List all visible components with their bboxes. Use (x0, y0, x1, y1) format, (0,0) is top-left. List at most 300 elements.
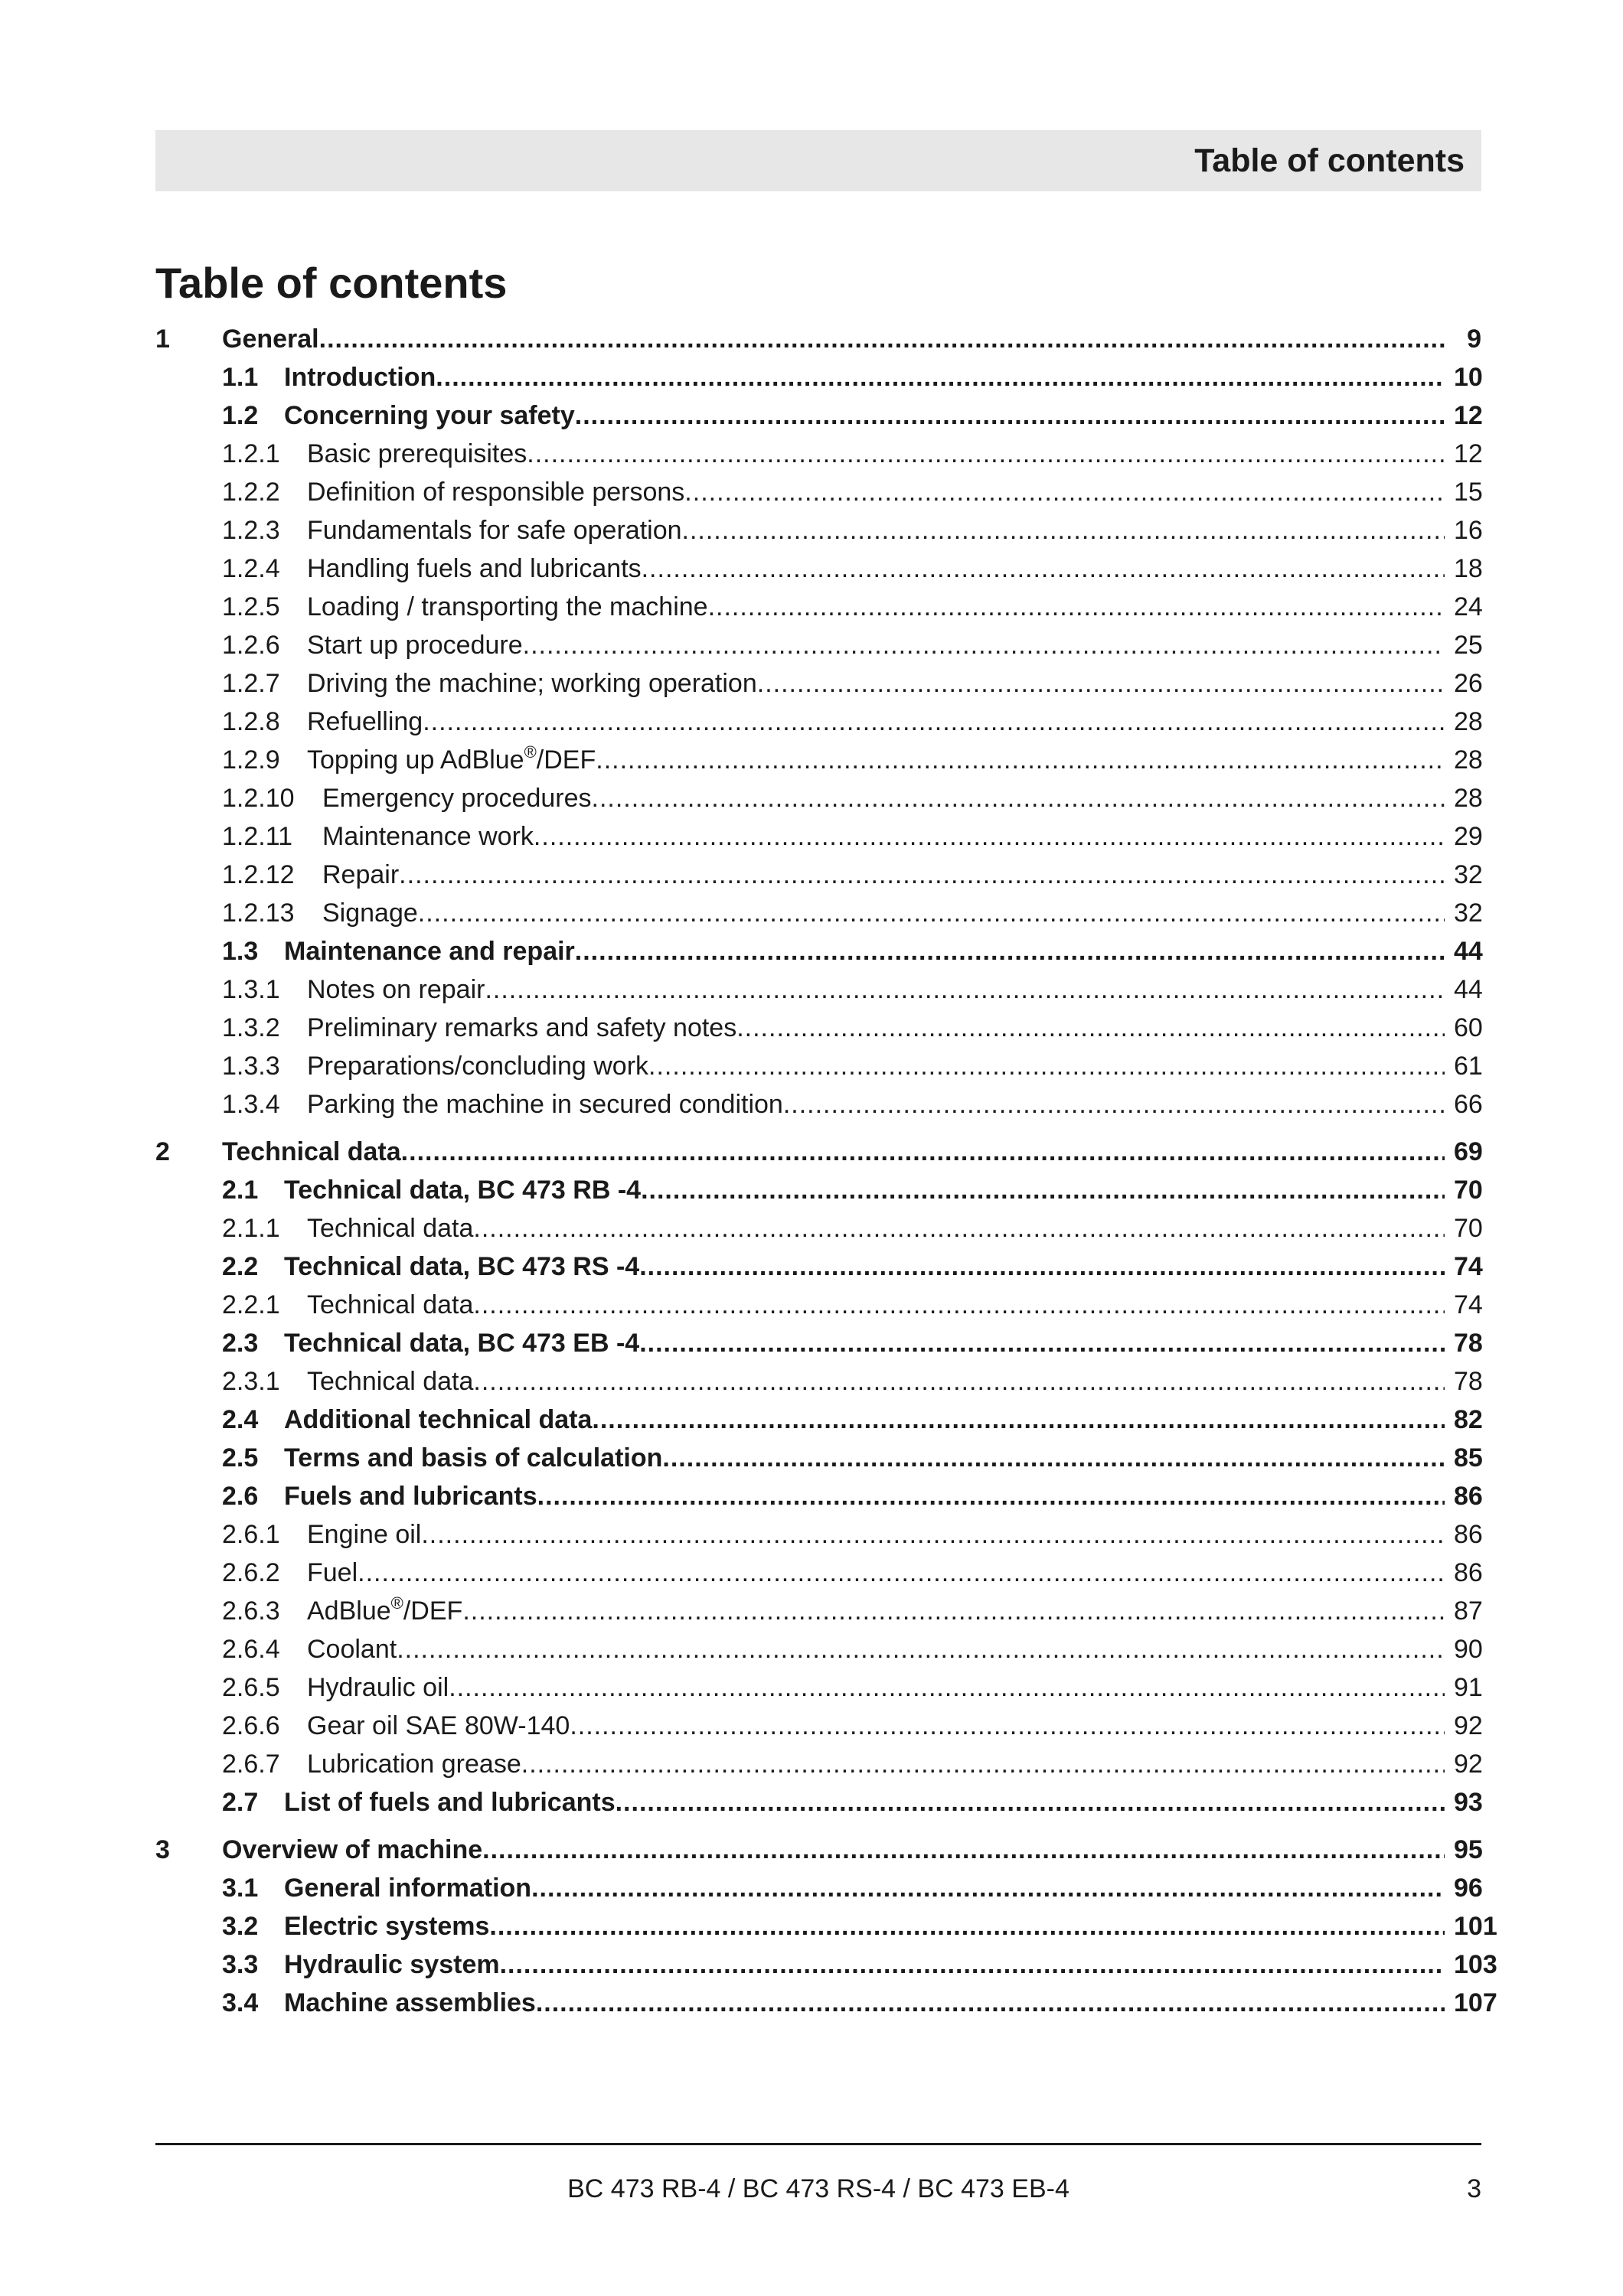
toc-entry[interactable] (155, 817, 1481, 856)
toc-entry-page: 78 (1454, 1329, 1483, 1358)
toc-entry[interactable] (155, 1745, 1481, 1783)
dot-leader (397, 1630, 1445, 1668)
dot-leader (592, 1401, 1445, 1439)
toc-entry[interactable] (155, 1171, 1481, 1209)
toc-entry-line (307, 1515, 1481, 1554)
toc-entry-title (307, 1668, 449, 1707)
toc-entry-title (307, 1209, 473, 1247)
toc-entry[interactable] (155, 358, 1481, 396)
toc-entry-line (307, 435, 1481, 473)
toc-entry-page: 107 (1454, 1988, 1497, 2017)
toc-entry[interactable] (155, 435, 1481, 473)
dot-leader (641, 1171, 1445, 1209)
dot-leader (399, 856, 1445, 894)
toc-entry-title (307, 1592, 462, 1630)
dot-leader (473, 1209, 1445, 1247)
toc-entry[interactable] (155, 1085, 1481, 1124)
toc-entry-title (222, 1133, 401, 1171)
toc-entry-number: 1.1 (222, 363, 259, 392)
dot-leader (462, 1592, 1445, 1630)
dot-leader (449, 1668, 1445, 1707)
toc-entry-line (307, 741, 1481, 779)
toc-entry-number: 1.2.8 (222, 707, 280, 736)
toc-entry-page: 69 (1454, 1137, 1483, 1166)
toc-entry-title-text: Fundamentals for safe operation (307, 516, 682, 545)
dot-leader (684, 473, 1445, 511)
toc-entry-title-text: Start up procedure (307, 631, 523, 660)
dot-leader (423, 703, 1445, 741)
toc-entry-line (307, 1707, 1481, 1745)
toc-entry-number: 2.2.1 (222, 1290, 280, 1319)
toc-entry[interactable] (155, 970, 1481, 1009)
toc-entry-title-text: Preparations/concluding work (307, 1052, 649, 1081)
toc-entry-line (284, 358, 1481, 396)
toc-entry-line (307, 1668, 1481, 1707)
toc-entry-number: 2.6.5 (222, 1673, 280, 1702)
dot-leader (682, 511, 1445, 550)
toc-entry-title (284, 396, 575, 435)
toc-entry[interactable] (155, 1477, 1481, 1515)
toc-entry[interactable] (155, 1515, 1481, 1554)
toc-entry-number: 1 (155, 325, 170, 354)
toc-entry[interactable] (155, 1783, 1481, 1821)
toc-entry-number: 2.6.4 (222, 1635, 280, 1664)
toc-entry-title-text: Terms and basis of calculation (284, 1443, 663, 1473)
toc-entry-page: 32 (1454, 860, 1483, 889)
toc-entry-title (307, 1707, 570, 1745)
toc-entry-number: 2.6.7 (222, 1750, 280, 1779)
toc-entry-title-text: Machine assemblies (284, 1988, 536, 2017)
toc-entry-number: 3 (155, 1835, 170, 1864)
toc-entry-line (284, 1984, 1497, 2022)
dot-leader (485, 970, 1445, 1009)
toc-entry-title-text: Handling fuels and lubricants (307, 554, 642, 583)
toc-entry-title-text: Hydraulic system (284, 1950, 500, 1979)
dot-leader (642, 550, 1445, 588)
toc-entry-title (307, 664, 757, 703)
toc-entry-line (307, 1209, 1481, 1247)
toc-entry-page: 91 (1454, 1673, 1483, 1702)
toc-entry[interactable] (155, 932, 1481, 970)
toc-entry-line (284, 1324, 1481, 1362)
toc-entry-title (284, 932, 575, 970)
toc-entry-title-text: Maintenance and repair (284, 937, 575, 966)
registered-mark: ® (390, 1593, 403, 1613)
toc-entry-page: 60 (1454, 1013, 1483, 1042)
dot-leader (473, 1362, 1445, 1401)
toc-entry[interactable] (155, 1362, 1481, 1401)
toc-entry-title (284, 1247, 639, 1286)
toc-entry-line (307, 703, 1481, 741)
toc-entry[interactable] (155, 1286, 1481, 1324)
toc-entry-title (322, 894, 418, 932)
toc-entry-page: 18 (1454, 554, 1483, 583)
toc-entry[interactable] (155, 1869, 1481, 1907)
toc-entry-title (307, 550, 642, 588)
toc-entry-title (307, 1085, 783, 1124)
toc-entry-line (322, 779, 1481, 817)
toc-entry-title-text: Introduction (284, 363, 436, 392)
registered-mark: ® (524, 742, 537, 762)
toc-entry-page: 74 (1454, 1252, 1483, 1281)
toc-entry-title-text: Fuels and lubricants (284, 1482, 537, 1511)
toc-entry-title-suffix: /DEF (403, 1596, 463, 1626)
toc-entry-number: 1.2.6 (222, 631, 280, 660)
dot-leader (436, 358, 1445, 396)
toc-entry-page: 44 (1454, 975, 1483, 1004)
toc-entry-title-text: Fuel (307, 1558, 358, 1587)
toc-entry-title-text: Technical data (222, 1137, 401, 1166)
toc-entry-title-text: Lubrication grease (307, 1750, 521, 1779)
dot-leader (482, 1831, 1445, 1869)
toc-entry-title (307, 1515, 421, 1554)
toc-entry-line (284, 1247, 1481, 1286)
toc-entry-title-text: Topping up AdBlue (307, 745, 524, 775)
toc-entry[interactable] (155, 1401, 1481, 1439)
toc-entry-title-text: Technical data, BC 473 RB -4 (284, 1176, 642, 1205)
toc-entry[interactable] (155, 741, 1481, 779)
running-header (155, 130, 1481, 191)
toc-entry[interactable] (155, 511, 1481, 550)
footer-model-line: BC 473 RB-4 / BC 473 RS-4 / BC 473 EB-4 (567, 2174, 1069, 2203)
toc-entry[interactable] (155, 1630, 1481, 1668)
dot-leader (500, 1945, 1445, 1984)
toc-entry[interactable] (155, 588, 1481, 626)
toc-entry[interactable] (155, 1439, 1481, 1477)
toc-entry[interactable] (155, 320, 1481, 358)
toc-entry-page: 24 (1454, 592, 1483, 621)
toc-entry-line (284, 1401, 1481, 1439)
toc-entry[interactable] (155, 1009, 1481, 1047)
dot-leader (708, 588, 1445, 626)
toc-entry-page: 101 (1454, 1912, 1497, 1941)
toc-entry-number: 1.2.11 (222, 822, 293, 851)
toc-entry[interactable] (155, 626, 1481, 664)
toc-entry-line (307, 588, 1481, 626)
toc-entry-number: 3.4 (222, 1988, 259, 2017)
toc-entry[interactable] (155, 1133, 1481, 1171)
toc-entry-number: 2.5 (222, 1443, 259, 1473)
toc-entry-number: 2.3.1 (222, 1367, 280, 1396)
toc-entry-title-text: Preliminary remarks and safety notes (307, 1013, 737, 1042)
toc-entry-line (307, 1745, 1481, 1783)
toc-entry[interactable] (155, 894, 1481, 932)
toc-entry-number: 2 (155, 1137, 170, 1166)
toc-entry-title (284, 1783, 616, 1821)
toc-entry-page: 70 (1454, 1176, 1483, 1205)
toc-entry-line (222, 1133, 1481, 1171)
toc-entry-line (307, 1554, 1481, 1592)
toc-entry-number: 1.2.3 (222, 516, 280, 545)
dot-leader (662, 1439, 1445, 1477)
toc-entry-page: 82 (1454, 1405, 1483, 1434)
toc-entry-title-text: Technical data (307, 1367, 474, 1396)
toc-entry-title (284, 1439, 662, 1477)
toc-entry-title-text: Engine oil (307, 1520, 422, 1549)
toc-entry-page: 10 (1454, 363, 1483, 392)
toc-entry-title-text: Refuelling (307, 707, 423, 736)
toc-entry-line (307, 664, 1481, 703)
dot-leader (401, 1133, 1445, 1171)
toc-entry[interactable] (155, 473, 1481, 511)
toc-entry[interactable] (155, 1209, 1481, 1247)
dot-leader (418, 894, 1445, 932)
toc-entry-line (307, 1630, 1481, 1668)
toc-entry-number: 2.4 (222, 1405, 259, 1434)
toc-entry-page: 92 (1454, 1711, 1483, 1740)
dot-leader (639, 1324, 1445, 1362)
toc-entry-number: 2.1 (222, 1176, 259, 1205)
toc-entry-number: 2.2 (222, 1252, 259, 1281)
toc-entry-line (284, 1907, 1497, 1945)
toc-entry-title (307, 1745, 521, 1783)
toc-entry[interactable] (155, 1707, 1481, 1745)
toc-entry-number: 1.2.2 (222, 478, 280, 507)
toc-entry-title (284, 1171, 641, 1209)
toc-entry-title (307, 1286, 473, 1324)
dot-leader (570, 1707, 1445, 1745)
dot-leader (783, 1085, 1445, 1124)
toc-entry-title (307, 473, 684, 511)
dot-leader (531, 1869, 1445, 1907)
toc-entry-number: 1.3.1 (222, 975, 280, 1004)
toc-entry[interactable] (155, 779, 1481, 817)
toc-entry-title (284, 1324, 639, 1362)
toc-entry-number: 2.7 (222, 1788, 259, 1817)
toc-entry-line (284, 1945, 1497, 1984)
toc-entry-page: 103 (1454, 1950, 1497, 1979)
toc-entry[interactable] (155, 1554, 1481, 1592)
toc-entry-title-text: General (222, 325, 319, 354)
toc-entry-number: 2.6.2 (222, 1558, 280, 1587)
toc-entry-title-text: Additional technical data (284, 1405, 593, 1434)
footer-divider (155, 2143, 1481, 2145)
toc-entry-page: 96 (1454, 1874, 1483, 1903)
toc-entry-page: 28 (1454, 745, 1483, 775)
dot-leader (521, 1745, 1445, 1783)
toc-entry-number: 2.1.1 (222, 1214, 280, 1243)
toc-entry-page: 66 (1454, 1090, 1483, 1119)
toc-entry-page: 44 (1454, 937, 1483, 966)
toc-entry-line (284, 1439, 1481, 1477)
toc-entry-title (307, 703, 423, 741)
toc-entry-line (307, 511, 1481, 550)
toc-entry-title-text: General information (284, 1874, 532, 1903)
toc-entry-page: 70 (1454, 1214, 1483, 1243)
dot-leader (648, 1047, 1445, 1085)
toc-entry-title (322, 856, 399, 894)
toc-entry-number: 1.2.7 (222, 669, 280, 698)
toc-entry-number: 2.6 (222, 1482, 259, 1511)
toc-entry-line (307, 970, 1481, 1009)
toc-entry[interactable] (155, 1324, 1481, 1362)
toc-entry-number: 2.6.3 (222, 1596, 280, 1626)
toc-entry-line (307, 1047, 1481, 1085)
dot-leader (358, 1554, 1445, 1592)
toc-entry-page: 86 (1454, 1520, 1483, 1549)
dot-leader (527, 435, 1445, 473)
toc-entry-title-text: Definition of responsible persons (307, 478, 685, 507)
toc-entry-page: 92 (1454, 1750, 1483, 1779)
toc-entry-number: 3.3 (222, 1950, 259, 1979)
toc-entry-number: 1.3.2 (222, 1013, 280, 1042)
toc-entry[interactable] (155, 1247, 1481, 1286)
toc-entry-title-text: Technical data, BC 473 EB -4 (284, 1329, 640, 1358)
toc-entry-line (307, 1085, 1481, 1124)
toc-entry-line (307, 550, 1481, 588)
toc-entry-line (284, 396, 1481, 435)
toc-entry[interactable] (155, 1984, 1497, 2022)
toc-entry-page: 28 (1454, 707, 1483, 736)
toc-entry-page: 61 (1454, 1052, 1483, 1081)
toc-entry-line (222, 320, 1481, 358)
toc-entry-number: 2.6.1 (222, 1520, 280, 1549)
toc-entry-title (307, 1630, 397, 1668)
dot-leader (575, 932, 1445, 970)
toc-entry-number: 2.3 (222, 1329, 259, 1358)
toc-entry-page: 12 (1454, 401, 1483, 430)
toc-entry-title-text: Gear oil SAE 80W-140 (307, 1711, 570, 1740)
dot-leader (473, 1286, 1445, 1324)
toc-entry-number: 1.2.9 (222, 745, 280, 775)
toc-entry-page: 15 (1454, 478, 1483, 507)
toc-entry-title-text: Technical data (307, 1290, 474, 1319)
toc-entry-title (284, 1401, 592, 1439)
toc-entry-page: 85 (1454, 1443, 1483, 1473)
toc-entry-line (307, 626, 1481, 664)
toc-entry-title (307, 588, 708, 626)
toc-entry-number: 1.2.1 (222, 439, 280, 468)
toc-entry-number: 1.2 (222, 401, 259, 430)
toc-entry[interactable] (155, 1668, 1481, 1707)
toc-entry-number: 3.2 (222, 1912, 259, 1941)
toc-entry-title (322, 817, 534, 856)
toc-entry-title (307, 626, 523, 664)
toc-entry-line (307, 1009, 1481, 1047)
toc-entry-line (284, 1171, 1481, 1209)
toc-entry-title-text: Signage (322, 899, 418, 928)
toc-entry-page: 90 (1454, 1635, 1483, 1664)
toc-entry-title (284, 1907, 489, 1945)
toc-entry-number: 1.2.10 (222, 784, 295, 813)
toc-entry[interactable] (155, 1945, 1497, 1984)
toc-entry-number: 1.2.5 (222, 592, 280, 621)
dot-leader (536, 1984, 1445, 2022)
toc-entry-title-text: Hydraulic oil (307, 1673, 449, 1702)
toc-entry-number: 1.3.3 (222, 1052, 280, 1081)
toc-entry-line (284, 932, 1481, 970)
dot-leader (319, 320, 1445, 358)
toc-entry[interactable] (155, 396, 1481, 435)
toc-entry-line (322, 894, 1481, 932)
toc-entry-page: 93 (1454, 1788, 1483, 1817)
toc-entry-number: 1.3.4 (222, 1090, 280, 1119)
toc-entry-title-text: Coolant (307, 1635, 397, 1664)
toc-entry-line (284, 1869, 1481, 1907)
toc-entry-title (284, 1477, 537, 1515)
toc-entry-title-text: Repair (322, 860, 400, 889)
toc-entry-title (307, 1009, 736, 1047)
toc-entry-title (307, 741, 596, 779)
dot-leader (736, 1009, 1445, 1047)
toc-entry-title-text: Technical data (307, 1214, 474, 1243)
toc-entry-title (307, 1047, 648, 1085)
dot-leader (523, 626, 1445, 664)
toc-entry-page: 32 (1454, 899, 1483, 928)
toc-entry-page: 86 (1454, 1482, 1483, 1511)
toc-entry-title (307, 1554, 358, 1592)
toc-entry-title-text: Parking the machine in secured condition (307, 1090, 783, 1119)
toc-entry-title (307, 970, 485, 1009)
toc-entry-line (322, 817, 1481, 856)
toc-entry[interactable] (155, 703, 1481, 741)
toc-entry-line (284, 1783, 1481, 1821)
toc-entry[interactable] (155, 664, 1481, 703)
toc-entry-number: 1.2.4 (222, 554, 280, 583)
dot-leader (537, 1477, 1445, 1515)
toc-entry-page: 87 (1454, 1596, 1483, 1626)
dot-leader (489, 1907, 1445, 1945)
toc-entry-line (307, 473, 1481, 511)
toc-entry-title-text: Maintenance work (322, 822, 534, 851)
toc-entry-line (322, 856, 1481, 894)
dot-leader (639, 1247, 1445, 1286)
toc-entry[interactable] (155, 1592, 1481, 1630)
toc-entry-line (307, 1362, 1481, 1401)
toc-entry-page: 74 (1454, 1290, 1483, 1319)
dot-leader (534, 817, 1445, 856)
toc-entry-page: 95 (1454, 1835, 1483, 1864)
dot-leader (616, 1783, 1445, 1821)
toc-entry[interactable] (155, 1907, 1497, 1945)
toc-entry-title (284, 1984, 536, 2022)
toc-entry-title-text: Emergency procedures (322, 784, 592, 813)
toc-entry-number: 3.1 (222, 1874, 259, 1903)
toc-entry-title (307, 1362, 473, 1401)
toc-entry-title-suffix: /DEF (536, 745, 596, 775)
footer-page-number: 3 (1467, 2174, 1481, 2203)
toc-entry[interactable] (155, 550, 1481, 588)
toc-entry-page: 78 (1454, 1367, 1483, 1396)
toc-entry-title-text: Loading / transporting the machine (307, 592, 708, 621)
toc-entry-number: 1.3 (222, 937, 259, 966)
toc-entry-page: 16 (1454, 516, 1483, 545)
toc-entry-title-text: Driving the machine; working operation (307, 669, 757, 698)
toc-entry-title (307, 435, 527, 473)
toc-entry-page: 9 (1467, 325, 1481, 354)
toc-entry-number: 2.6.6 (222, 1711, 280, 1740)
toc-entry-title (284, 1869, 531, 1907)
toc-entry-title-text: List of fuels and lubricants (284, 1788, 616, 1817)
toc-entry-line (222, 1831, 1481, 1869)
dot-leader (596, 741, 1445, 779)
toc-entry[interactable] (155, 856, 1481, 894)
toc-entry-title-text: Technical data, BC 473 RS -4 (284, 1252, 640, 1281)
toc-entry[interactable] (155, 1831, 1481, 1869)
toc-entry-number: 1.2.12 (222, 860, 295, 889)
toc-entry-line (284, 1477, 1481, 1515)
toc-entry[interactable] (155, 1047, 1481, 1085)
toc-entry-title-text: Basic prerequisites (307, 439, 527, 468)
toc-entry-line (307, 1286, 1481, 1324)
toc-entry-title-text: AdBlue (307, 1596, 391, 1626)
toc-entry-page: 28 (1454, 784, 1483, 813)
toc-entry-title-text: Overview of machine (222, 1835, 483, 1864)
toc-entry-title-text: Notes on repair (307, 975, 485, 1004)
toc-entry-title (322, 779, 592, 817)
toc-entry-page: 25 (1454, 631, 1483, 660)
toc-entry-page: 26 (1454, 669, 1483, 698)
